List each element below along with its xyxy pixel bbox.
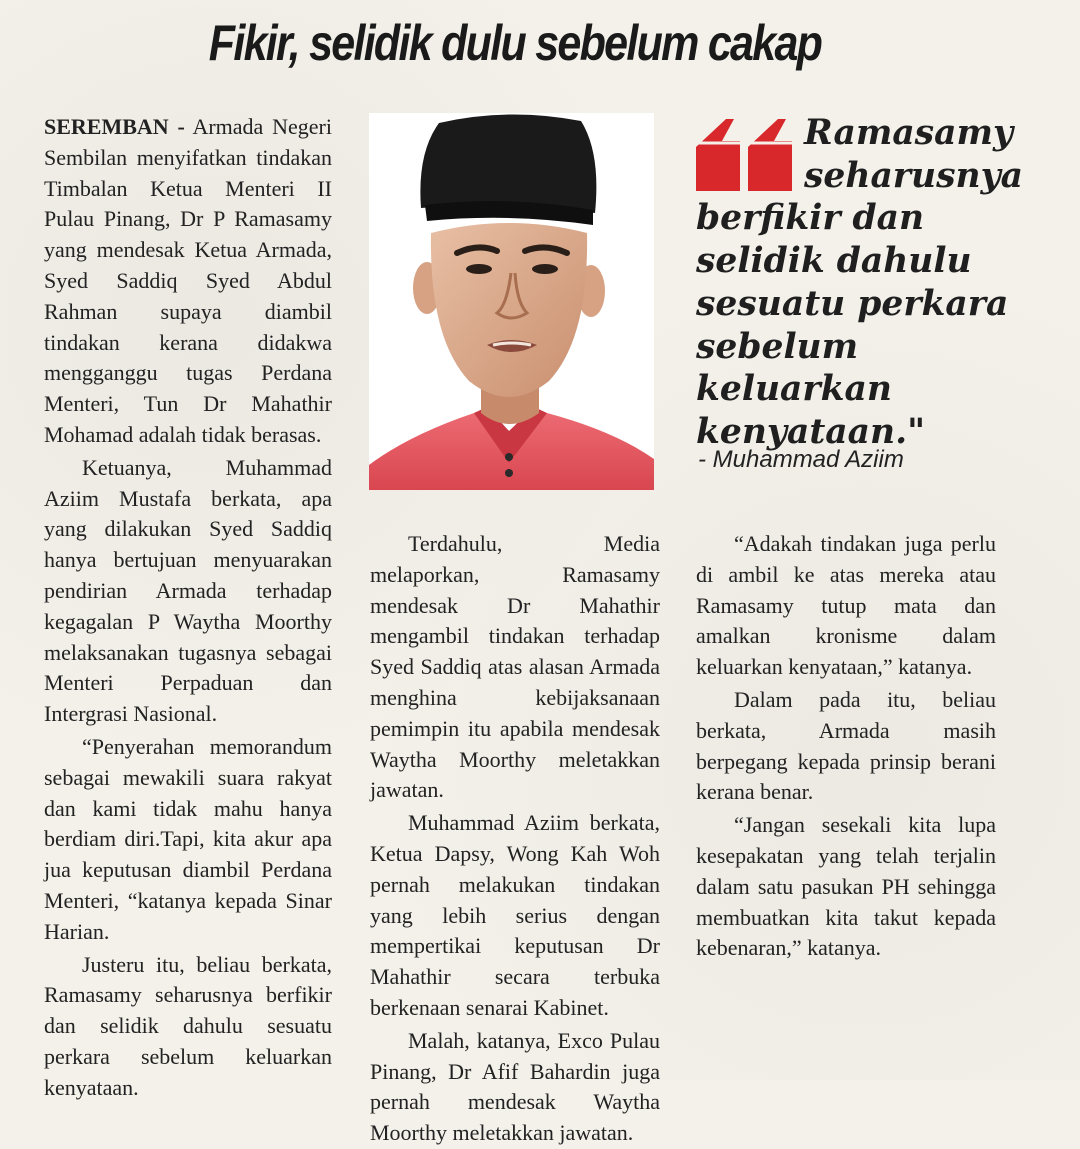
article-column-3 [696,529,996,964]
article-column-1 [44,112,332,1104]
pull-quote-line: selidik dahulu [696,241,972,282]
article-paragraph: Muhammad Aziim berkata, Ketua Dapsy, Wong Kah Woh pernah melakukan tindakan yang lebih serius dengan mempertikai keputusan Dr Mahathir secara terbuka berkenaan senarai Kabinet. [370,810,660,1020]
pull-quote [696,112,1023,454]
portrait-photo [369,113,654,490]
pull-quote-line: berfikir dan [696,198,925,239]
pull-quote-line: seharusnya [804,155,1023,196]
pull-quote-line: sebelum [696,326,859,367]
pull-quote-line: kenyataan." [696,411,926,452]
headline: Fikir, selidik dulu sebelum cakap [208,15,822,71]
article-paragraph: Dalam pada itu, beliau berkata, Armada masih berpegang kepada prinsip berani kerana benar. [696,686,996,805]
article-paragraph: Malah, katanya, Exco Pulau Pinang, Dr Afif Bahardin juga pernah mendesak Waytha Moorthy meletakkan jawatan. [370,1027,660,1146]
portrait-illustration [369,113,654,490]
article-column-2 [370,529,660,1149]
pull-quote-attribution: - Muhammad Aziim [698,446,904,473]
dateline: SEREMBAN - [44,114,185,139]
article-paragraph: Terdahulu, Media melaporkan, Ramasamy mendesak Dr Mahathir mengambil tindakan terhadap Syed Saddiq atas alasan Armada menghina kebijaksanaan pemimpin itu apabila mendesak Waytha Moorthy meletakkan jawatan. [370,531,660,803]
pull-quote-line: sesuatu perkara [696,283,1009,324]
article-paragraph: “Penyerahan memorandum sebagai mewakili suara rakyat dan kami tidak mahu hanya berdiam diri.Tapi, kita akur apa jua keputusan diambil Perdana Menteri, “katanya kepada Sinar Harian. [44,733,332,944]
pull-quote-line: keluarkan [696,369,892,410]
pull-quote-line: Ramasamy [804,113,1014,153]
article-paragraph: “Jangan sesekali kita lupa kesepakatan yang telah terjalin dalam satu pasukan PH sehingga membuatkan kita takut kepada kebenaran,” katanya. [696,812,996,961]
article-paragraph: Justeru itu, beliau berkata, Ramasamy seharusnya berfikir dan selidik dahulu sesuatu perkara sebelum keluarkan kenyataan. [44,951,332,1100]
paragraph-text: Armada Negeri Sembilan menyifatkan tindakan Timbalan Ketua Menteri II Pulau Pinang, Dr P Ramasamy yang mendesak Ketua Armada, Syed Saddiq Syed Abdul Rahman supaya diambil tindakan kerana didakwa mengganggu tugas Perdana Menteri, Tun Dr Mahathir Mohamad adalah tidak berasas. [44,114,332,447]
article-paragraph [44,112,332,451]
article-paragraph: “Adakah tindakan juga perlu di ambil ke atas mereka atau Ramasamy tutup mata dan amalkan kronisme dalam keluarkan kenyataan,” katanya. [696,531,996,680]
article-paragraph: Ketuanya, Muhammad Aziim Mustafa berkata, apa yang dilakukan Syed Saddiq hanya bertujuan menyuarakan pendirian Armada terhadap kegagalan P Waytha Moorthy melaksanakan tugasnya sebagai Menteri Perpaduan dan Intergrasi Nasional. [44,454,332,727]
